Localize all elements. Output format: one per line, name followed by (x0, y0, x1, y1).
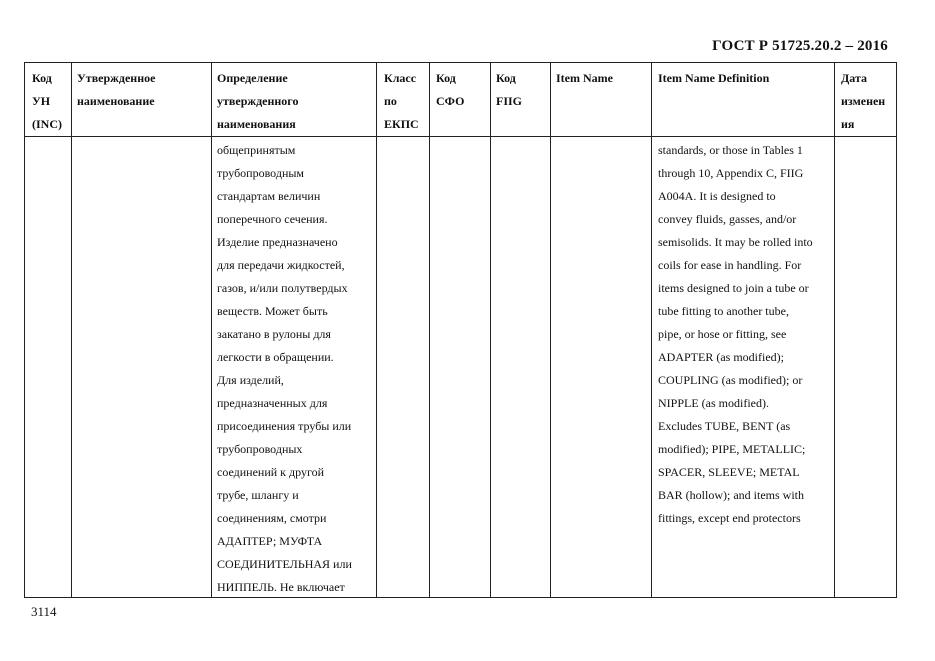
col-approved-name (71, 63, 212, 597)
header-item-name-definition: Item Name Definition (658, 71, 770, 85)
header-divider (25, 136, 896, 137)
col-item-name (550, 63, 652, 597)
header-fiig-code: Код FIIG (496, 71, 523, 108)
col-sfo (429, 63, 491, 597)
col-fiig (490, 63, 551, 597)
cell-definition-en: standards, or those in Tables 1 through 10, Appendix C, FIIG A004A. It is designed to convey fluids, gasses, and/or semisolids. It may be rolled into coils for ease in handling. For items designed to join a tube or tube fitting to another tube, pipe, or hose or fitting, see ADAPTER (as modified); COUPLING (as modified); or NIPPLE (as modified). Excludes TUBE, BENT (as modified); PIPE, METALLIC; SPACER, SLEEVE; METAL BAR (hollow); and items with fittings, except end protectors (658, 143, 813, 525)
header-inc: Код УН (INC) (32, 71, 62, 131)
col-inc (25, 63, 72, 597)
header-item-name: Item Name (556, 71, 613, 85)
page-number: 3114 (31, 604, 57, 619)
cell-definition-ru: общепринятым трубопроводным стандартам величин поперечного сечения. Изделие предназначено для передачи жидкостей, газов, и/или полутвердых веществ. Может быть закатано в рулоны для легкости в обращении. Для изделий, предназначенных для присоединения трубы или трубопроводных соединений к другой трубе, шлангу и соединениям, смотри АДАПТЕР; МУФТА СОЕДИНИТЕЛЬНАЯ или НИППЕЛЬ. Не включает (217, 143, 352, 594)
document-title: ГОСТ Р 51725.20.2 – 2016 (712, 38, 888, 54)
header-ekps-class: Класс по ЕКПС (384, 71, 419, 131)
header-definition-ru: Определение утвержденного наименования (217, 71, 299, 131)
header-change-date: Дата изменен ия (841, 71, 886, 131)
header-approved-name: Утвержденное наименование (77, 71, 156, 108)
header-sfo-code: Код СФО (436, 71, 465, 108)
col-ekps (376, 63, 430, 597)
nomenclature-table (24, 62, 897, 598)
